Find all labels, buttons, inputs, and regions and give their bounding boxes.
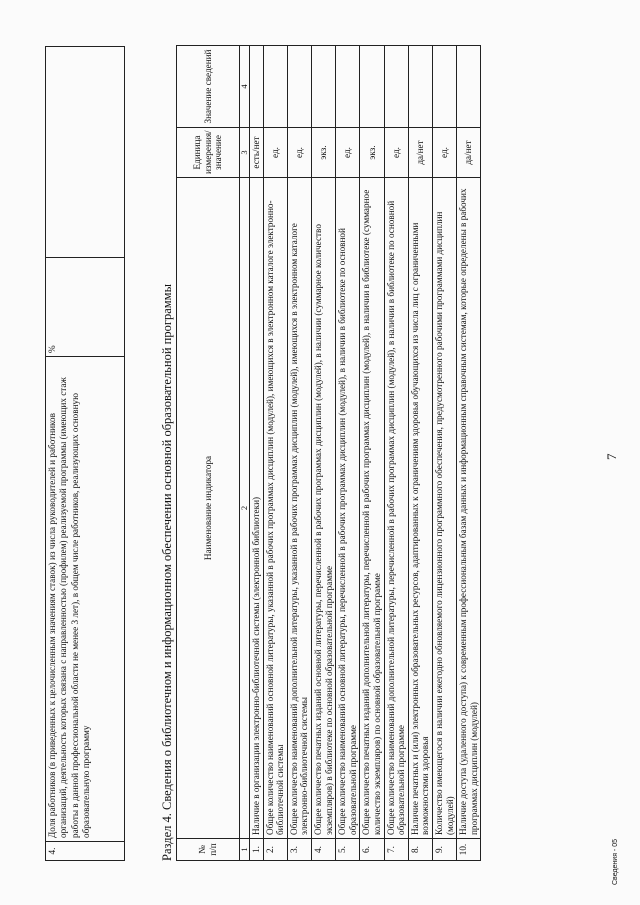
- indicator-value: [263, 46, 287, 128]
- indicator-value: [432, 46, 456, 128]
- row-number: 8.: [408, 839, 432, 861]
- indicator-unit: экз.: [311, 128, 335, 178]
- indicator-name: Общее количество наименований дополнительной литературы, перечисленной в рабочих программах дисциплин (модулей), в наличии в библиотеке по основной образовательной программе: [384, 178, 408, 839]
- table-row: [336, 46, 360, 861]
- indicator-value: [287, 46, 311, 128]
- indicator-name: Общее количество наименований основной литературы, перечисленной в рабочих программах дисциплин (модулей), в наличии в библиотеке по основной образовательной программе: [336, 178, 360, 839]
- indicator-name: Общее количество печатных изданий дополнительной литературы, перечисленной в рабочих программах дисциплин (модулей), в наличии в библиотеке (суммарное количество экземпляров) по основной образовательной программе: [360, 178, 384, 839]
- header-unit: Единица измерения/ значение: [177, 128, 240, 178]
- table-row: [360, 46, 384, 861]
- indicator-value: [457, 46, 481, 128]
- indicator-value: [336, 46, 360, 128]
- indicator-name: Количество имеющегося в наличии ежегодно обновляемого лицензионного программного обеспечения, предусмотренного рабочими программами дисциплин (модулей): [432, 178, 456, 839]
- indicator-unit: ед.: [336, 128, 360, 178]
- indicator-name: Общее количество наименований основной литературы, указанной в рабочих программах дисциплин (модулей), имеющихся в электронном каталоге электронно-библиотечной системы: [263, 178, 287, 839]
- row-number: 1.: [250, 839, 264, 861]
- indicator-unit: есть/нет: [250, 128, 264, 178]
- table-row: [408, 46, 432, 861]
- indicator-value: [311, 46, 335, 128]
- table-row: [250, 46, 264, 861]
- table-row: [46, 47, 125, 861]
- section-title: Раздел 4. Сведения о библиотечном и информационном обеспечении основной образовательной программы: [160, 284, 174, 861]
- table-row: [263, 46, 287, 861]
- row-number: 4.: [311, 839, 335, 861]
- indicator-name: Наличие печатных и (или) электронных образовательных ресурсов, адаптированных к ограничениям здоровья обучающихся из числа лиц с ограниченными возможностями здоровья: [408, 178, 432, 839]
- row-number: 7.: [384, 839, 408, 861]
- indicator-value: [408, 46, 432, 128]
- index-cell: 4: [240, 46, 250, 128]
- indicator-value: [360, 46, 384, 128]
- indicator-name: Наличие в организации электронно-библиотечной системы (электронной библиотеки): [250, 178, 264, 839]
- page-number: 7: [604, 453, 619, 460]
- row-number: 6.: [360, 839, 384, 861]
- indicator-name: Общее количество печатных изданий основной литературы, перечисленной в рабочих программах дисциплин (модулей), в наличии (суммарное количество экземпляров) в библиотеке по основной образовательной программе: [311, 178, 335, 839]
- index-row: [240, 46, 250, 861]
- index-cell: 3: [240, 128, 250, 178]
- indicator-value: [46, 47, 125, 258]
- table-header: [177, 46, 240, 861]
- table-row: [432, 46, 456, 861]
- indicator-unit: %: [46, 258, 125, 357]
- row-number: 9.: [432, 839, 456, 861]
- indicator-unit: ед.: [384, 128, 408, 178]
- indicator-name: Общее количество наименований дополнительной литературы, указанной в рабочих программах дисциплин (модулей), имеющихся в электронном каталоге электронно-библиотечной системы: [287, 178, 311, 839]
- header-value: Значение сведений: [177, 46, 240, 128]
- table-row: [311, 46, 335, 861]
- top-table: [45, 46, 125, 861]
- row-number: 2.: [263, 839, 287, 861]
- indicator-name: Наличие доступа (удаленного доступа) к современным профессиональным базам данных и информационным справочным системам, которые определены в рабочих программах дисциплин (модулей): [457, 178, 481, 839]
- library-table: [176, 45, 481, 861]
- header-name: Наименование индикатора: [177, 178, 240, 839]
- row-number: 10.: [457, 839, 481, 861]
- indicator-unit: ед.: [432, 128, 456, 178]
- indicator-name: Доля работников (в приведенных к целочисленным значениям ставок) из числа руководителей и работников организаций, деятельность которых связана с направленностью (профилем) реализуемой программы (имеющих стаж работы в данной профессиональной области не менее 3 лет), в общем числе работников, реализующих основную образовательную программу: [46, 357, 125, 842]
- index-cell: 2: [240, 178, 250, 839]
- header-num: № п/п: [177, 839, 240, 861]
- indicator-unit: да/нет: [457, 128, 481, 178]
- indicator-unit: экз.: [360, 128, 384, 178]
- table-row: [384, 46, 408, 861]
- indicator-unit: да/нет: [408, 128, 432, 178]
- index-cell: 1: [240, 839, 250, 861]
- table-row: [287, 46, 311, 861]
- indicator-unit: ед.: [263, 128, 287, 178]
- row-number: 4.: [46, 842, 125, 861]
- row-number: 5.: [336, 839, 360, 861]
- indicator-unit: ед.: [287, 128, 311, 178]
- footer-text: Сведения - 05: [612, 839, 619, 885]
- row-number: 3.: [287, 839, 311, 861]
- indicator-value: [250, 46, 264, 128]
- table-row: [457, 46, 481, 861]
- indicator-value: [384, 46, 408, 128]
